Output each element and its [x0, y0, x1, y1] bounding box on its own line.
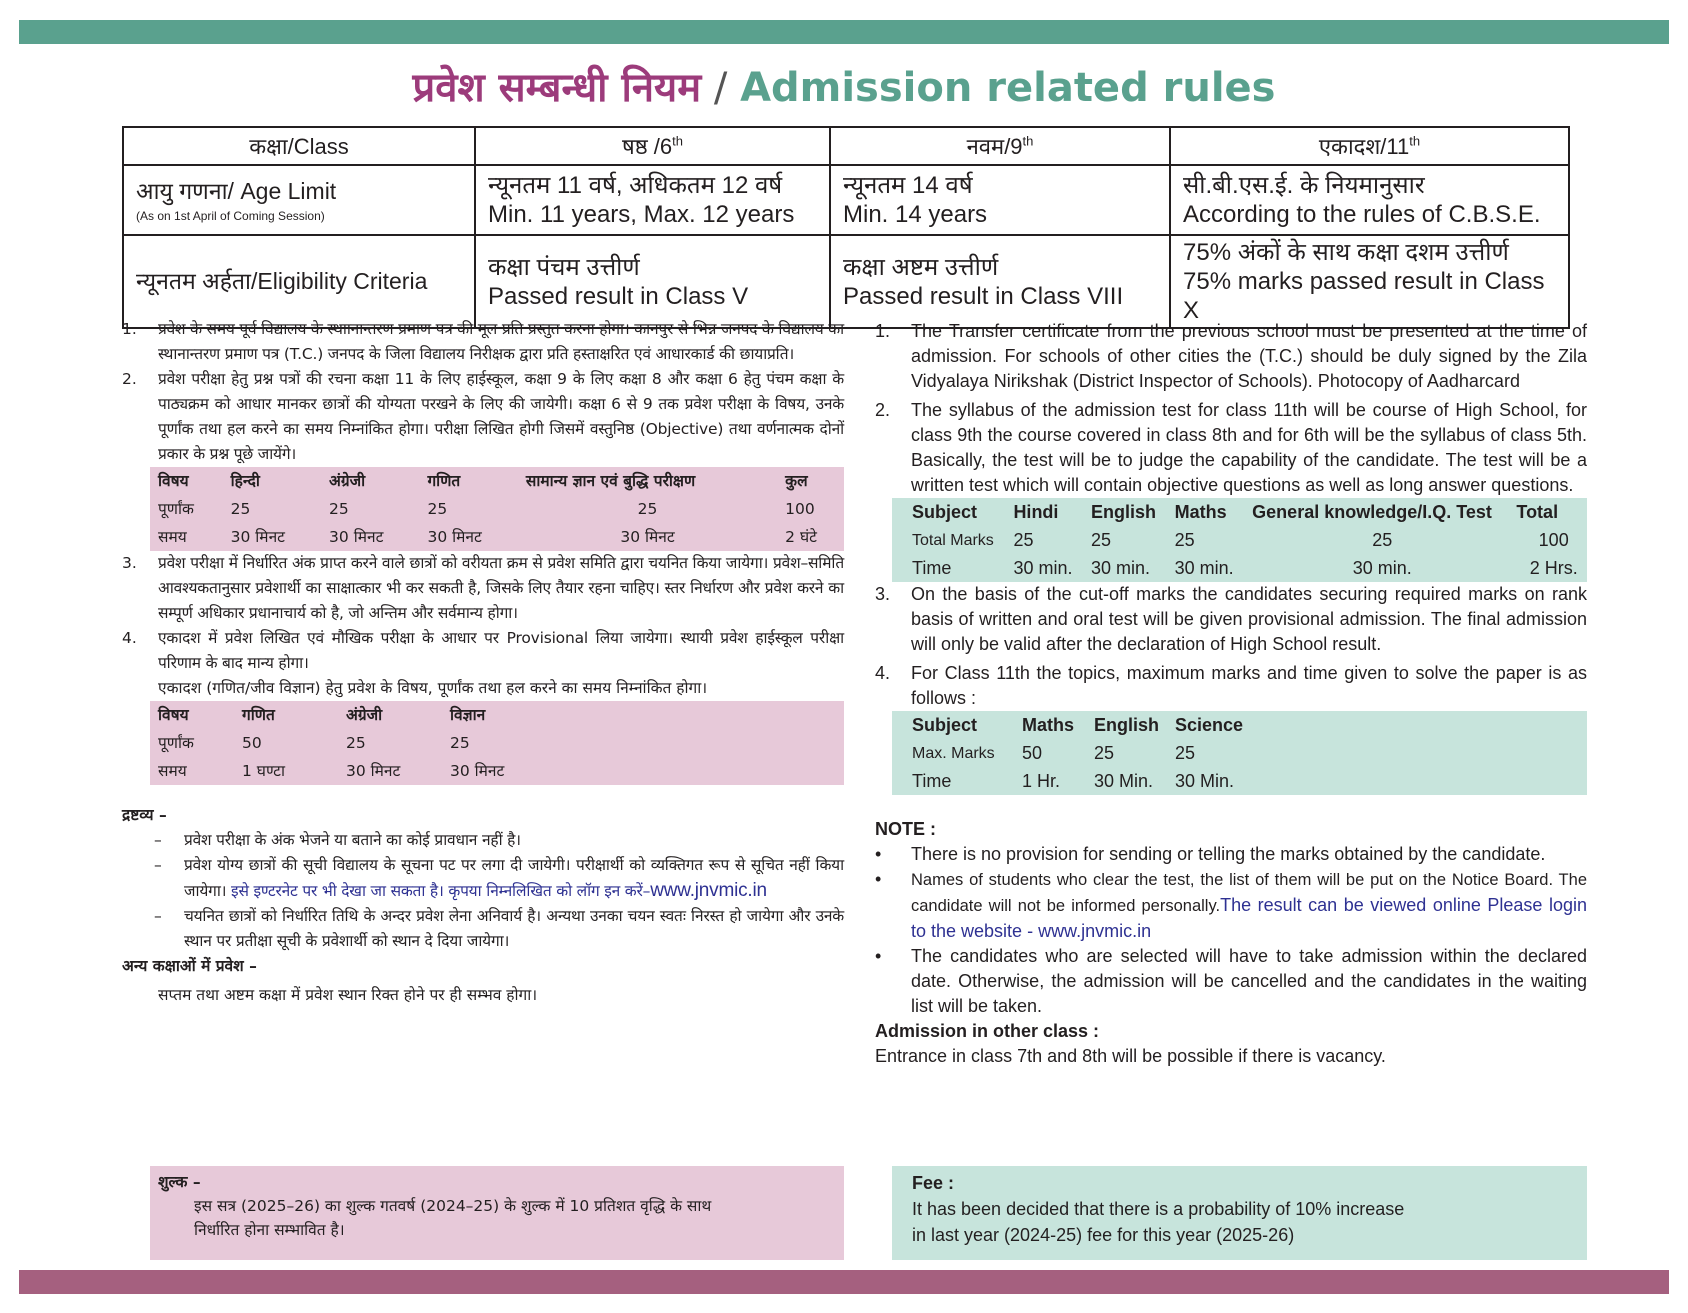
fee-box-english [892, 1166, 1587, 1260]
age-limit-note: (As on 1st April of Coming Session) [136, 208, 325, 223]
english-rules-column [875, 319, 1587, 1069]
fee-text-english-line2: in last year (2024-25) fee for this year (2025-26) [912, 1225, 1295, 1245]
list-item: 4. For Class 11th the topics, maximum marks and time given to solve the paper is as follows : [875, 663, 1587, 708]
title-hindi: प्रवेश सम्बन्धी नियम [412, 65, 702, 111]
age-limit-label: आयु गणना/ Age Limit (As on 1st April of Coming Session) [123, 165, 475, 235]
eligibility-label: न्यूनतम अर्हता/Eligibility Criteria [123, 235, 475, 328]
eligibility-class-9: कक्षा अष्टम उत्तीर्ण Passed result in Class VIII [830, 235, 1170, 328]
table-row: Max. Marks 50 25 25 [912, 742, 1196, 763]
list-item: 1. The Transfer certificate from the previous school must be presented at the time of admission. For schools of other cities the (T.C.) should be duly signed by the Zila Vidyalaya Nirikshak (District Inspector of Schools). Photocopy of Aadharcard [875, 321, 1587, 391]
list-item: • The candidates who are selected will have to take admission within the declared date. Otherwise, the admission will be cancelled and the candidates in the waiting list will be taken. [875, 946, 1587, 1016]
note-heading-english: NOTE : [875, 819, 936, 839]
header-class-6: षष्ठ /6th [475, 127, 830, 165]
fee-text-english-line1: It has been decided that there is a probability of 10% increase [912, 1199, 1405, 1219]
age-limit-row [123, 165, 1569, 235]
header-class: कक्षा/Class [123, 127, 475, 165]
other-class-heading-english: Admission in other class : [875, 1021, 1100, 1041]
hindi-subject-table-6-9 [150, 467, 844, 551]
list-item: 3. प्रवेश परीक्षा में निर्धारित अंक प्राप्त करने वाले छात्रों को वरीयता क्रम से प्रवेश समिति द्वारा चयनित किया जायेगा। प्रवेश–समिति आवश्यकतानुसार प्रवेशार्थी का साक्षात्कार भी कर सकती है, जिसके लिए तैयार रहना चाहिए। स्तर निर्धारण और प्रवेश करने का सम्पूर्ण अधिकार प्रधानाचार्य को है, जो अन्तिम और सर्वमान्य होगा। [122, 554, 844, 622]
list-item: • Names of students who clear the test, the list of them will be put on the Notice Board. The candidate will not be informed personally.The result can be viewed online Please login to the website - www.jnvmic.in [875, 869, 1587, 941]
fee-heading-english: Fee : [912, 1173, 955, 1193]
eligibility-class-6: कक्षा पंचम उत्तीर्ण Passed result in Class V [475, 235, 830, 328]
title-english: Admission related rules [740, 65, 1276, 111]
title-separator: / [701, 65, 741, 111]
table-row: समय 30 मिनट 30 मिनट 30 मिनट 30 मिनट 2 घंटे [158, 527, 817, 546]
item4-extra-text: एकादश (गणित/जीव विज्ञान) हेतु प्रवेश के विषय, पूर्णांक तथा हल करने का समय निम्नांकित होगा। [158, 679, 708, 697]
fee-box-hindi [150, 1166, 844, 1260]
english-subject-table-6-9 [892, 498, 1587, 582]
online-result-note: इसे इण्टरनेट पर भी देखा जा सकता है। कृपया निम्नलिखित को लॉग इन करें– [226, 882, 651, 900]
fee-text-hindi: इस सत्र (2025–26) का शुल्क गतवर्ष (2024–25) के शुल्क में 10 प्रतिशत वृद्धि के साथ निर्धारित होना सम्भावित है। [194, 1197, 712, 1239]
list-item: – प्रवेश परीक्षा के अंक भेजने या बताने का कोई प्रावधान नहीं है। [154, 831, 521, 849]
age-limit-class-11: सी.बी.एस.ई. के नियमानुसार According to the rules of C.B.S.E. [1170, 165, 1569, 235]
list-item: 4. एकादश में प्रवेश लिखित एवं मौखिक परीक्षा के आधार पर Provisional लिया जायेगा। स्थायी प्रवेश हाईस्कूल परीक्षा परिणाम के बाद मान्य होगा। [122, 629, 844, 672]
bottom-decorative-bar [19, 1270, 1669, 1294]
other-class-text-hindi: सप्तम तथा अष्टम कक्षा में प्रवेश स्थान रिक्त होने पर ही सम्भव होगा। [158, 986, 538, 1004]
table-row: पूर्णांक 50 25 25 [158, 733, 470, 752]
table-row: Time 1 Hr. 30 Min. 30 Min. [912, 770, 1235, 791]
fee-heading-hindi: शुल्क – [158, 1173, 201, 1191]
page-title [0, 60, 1688, 116]
table-row: विषय हिन्दी अंग्रेजी गणित सामान्य ज्ञान एवं बुद्धि परीक्षण कुल [158, 471, 808, 490]
table-row: Total Marks 25 25 25 25 100 [912, 529, 1569, 550]
class-requirements-table [122, 126, 1570, 329]
hindi-subject-table-11 [150, 701, 844, 785]
list-item: – प्रवेश योग्य छात्रों की सूची विद्यालय के सूचना पट पर लगा दी जायेगी। परीक्षार्थी को व्यक्तिगत रूप से सूचित नहीं किया जायेगा। इसे इण्टरनेट पर भी देखा जा सकता है। कृपया निम्नलिखित को लॉग इन करें–www.jnvmic.in [154, 856, 844, 901]
age-limit-class-6: न्यूनतम 11 वर्ष, अधिकतम 12 वर्ष Min. 11 years, Max. 12 years [475, 165, 830, 235]
table-row: Time 30 min. 30 min. 30 min. 30 min. 2 Hrs. [912, 557, 1578, 578]
table-row: Subject Hindi English Maths General knowledge/I.Q. Test Total [912, 501, 1559, 522]
list-item: 2. प्रवेश परीक्षा हेतु प्रश्न पत्रों की रचना कक्षा 11 के लिए हाईस्कूल, कक्षा 9 के लिए कक्षा 8 और कक्षा 6 हेतु पंचम कक्षा के पाठ्यक्रम को आधार मानकर छात्रों की योग्यता परखने के लिए की जायेगी। कक्षा 6 से 9 तक प्रवेश परीक्षा के विषय, उनके पूर्णांक तथा हल करने का समय निम्नांकित होगा। परीक्षा लिखित होगी जिसमें वस्तुनिष्ठ (Objective) तथा वर्णनात्मक दोनों प्रकार के प्रश्न पूछे जायेंगे। [122, 370, 844, 463]
hindi-rules-column [122, 317, 844, 1008]
website-link[interactable]: www.jnvmic.in [650, 880, 767, 901]
table-row: पूर्णांक 25 25 25 25 100 [158, 499, 815, 518]
header-class-9: नवम/9th [830, 127, 1170, 165]
table-row: Subject Maths English Science [912, 714, 1244, 735]
age-limit-class-9: न्यूनतम 14 वर्ष Min. 14 years [830, 165, 1170, 235]
online-result-link[interactable]: The result can be viewed online Please login to the website - www.jnvmic.in [911, 895, 1587, 941]
table-row: समय 1 घण्टा 30 मिनट 30 मिनट [158, 761, 505, 780]
table-row: विषय गणित अंग्रेजी विज्ञान [158, 705, 486, 724]
header-class-11: एकादश/11th [1170, 127, 1569, 165]
list-item: • There is no provision for sending or telling the marks obtained by the candidate. [875, 844, 1546, 864]
top-decorative-bar [19, 20, 1669, 44]
list-item: 3. On the basis of the cut-off marks the candidates securing required marks on rank basis of written and oral test will be given provisional admission. The final admission will only be valid after the declaration of High School result. [875, 584, 1587, 654]
other-class-heading-hindi: अन्य कक्षाओं में प्रवेश – [122, 957, 257, 975]
other-class-text-english: Entrance in class 7th and 8th will be possible if there is vacancy. [875, 1046, 1386, 1066]
table-header-row [123, 127, 1569, 165]
list-item: – चयनित छात्रों को निर्धारित तिथि के अन्दर प्रवेश लेना अनिवार्य है। अन्यथा उनका चयन स्वतः निरस्त हो जायेगा और उनके स्थान पर प्रतीक्षा सूची के प्रवेशार्थी को स्थान दे दिया जायेगा। [154, 907, 844, 950]
list-item: 2. The syllabus of the admission test for class 11th will be course of High School, for class 9th the course covered in class 8th and for 6th will be the syllabus of class 5th. Basically, the test will be to judge the capability of the candidate. The test will be a written test which will contain objective questions as well as long answer questions. [875, 400, 1587, 495]
eligibility-row [123, 235, 1569, 328]
eligibility-class-11: 75% अंकों के साथ कक्षा दशम उत्तीर्ण 75% marks passed result in Class X [1170, 235, 1569, 328]
english-subject-table-11 [892, 711, 1587, 795]
list-item: 1. प्रवेश के समय पूर्व विद्यालय के स्थाानान्तरण प्रमाण पत्र की मूल प्रति प्रस्तुत करना होगा। कानपुर से भिन्न जनपद के विद्यालय का स्थानान्तरण प्रमाण पत्र (T.C.) जनपद के जिला विद्यालय निरीक्षक द्वारा प्रति हस्ताक्षरित एवं आधारकार्ड की छायाप्रति। [122, 320, 844, 363]
note-heading-hindi: द्रष्टव्य – [122, 806, 167, 824]
